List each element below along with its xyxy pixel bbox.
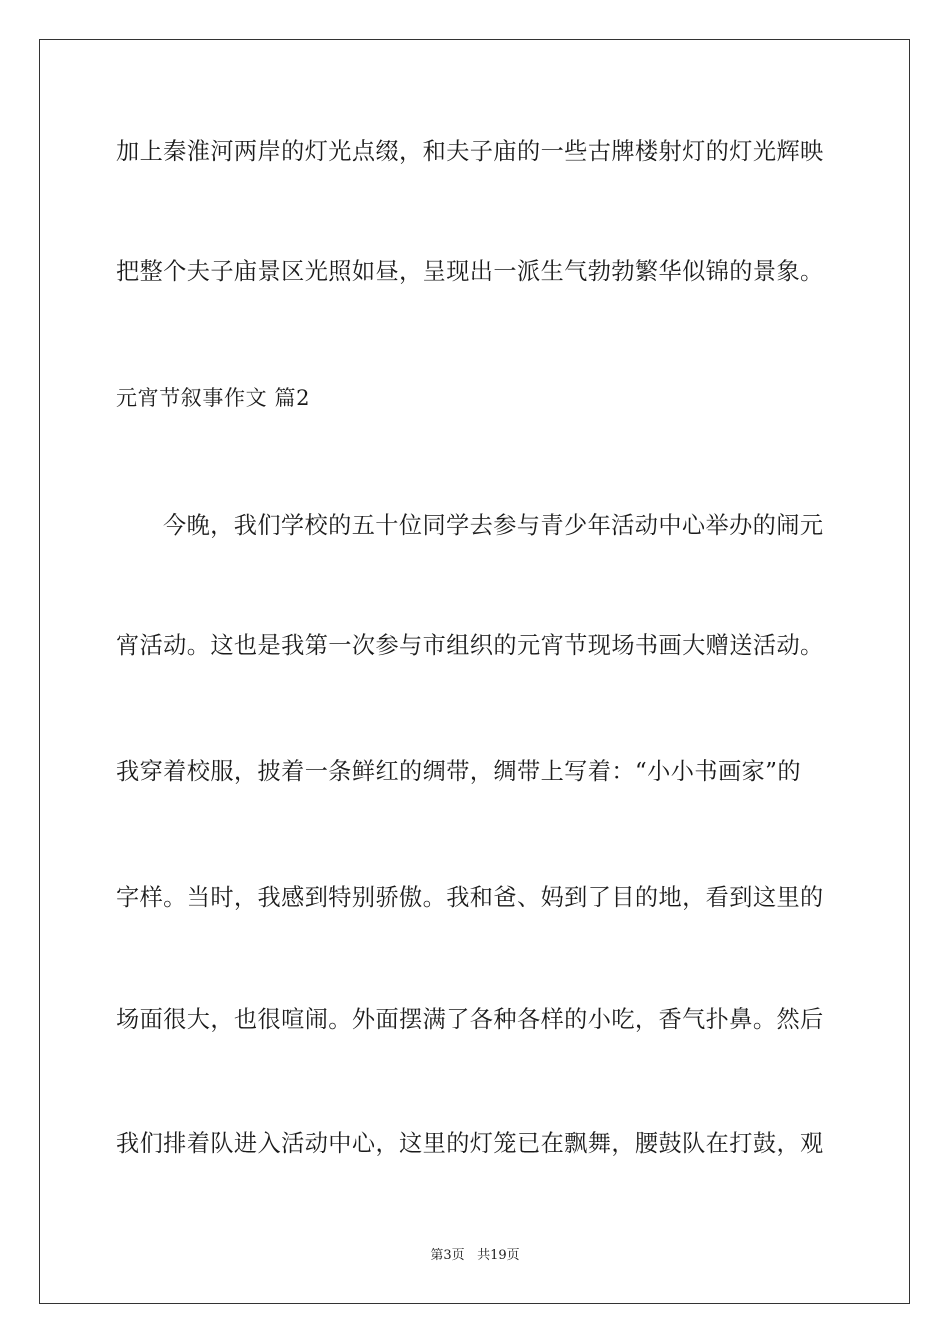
paragraph-first-line: 今晚，我们学校的五十位同学去参与青少年活动中心举办的闹元 [163, 512, 824, 539]
text-line: 加上秦淮河两岸的灯光点缀，和夫子庙的一些古牌楼射灯的灯光辉映 [116, 138, 824, 165]
page-footer [0, 1247, 950, 1265]
page-border [39, 39, 910, 1304]
text-line: 宵活动。这也是我第一次参与市组织的元宵节现场书画大赠送活动。 [116, 632, 824, 659]
text-line: 把整个夫子庙景区光照如昼，呈现出一派生气勃勃繁华似锦的景象。 [116, 258, 824, 285]
page-total: 共19页 [477, 1248, 520, 1263]
text-line: 我穿着校服，披着一条鲜红的绸带，绸带上写着：“小小书画家”的 [116, 758, 801, 785]
page-number: 第3页 [430, 1248, 465, 1263]
text-line: 字样。当时，我感到特别骄傲。我和爸、妈到了目的地，看到这里的 [116, 884, 824, 911]
text-line: 场面很大，也很喧闹。外面摆满了各种各样的小吃，香气扑鼻。然后 [116, 1006, 824, 1033]
section-heading: 元宵节叙事作文 篇2 [116, 386, 311, 410]
text-line: 我们排着队进入活动中心，这里的灯笼已在飘舞，腰鼓队在打鼓，观 [116, 1130, 824, 1157]
